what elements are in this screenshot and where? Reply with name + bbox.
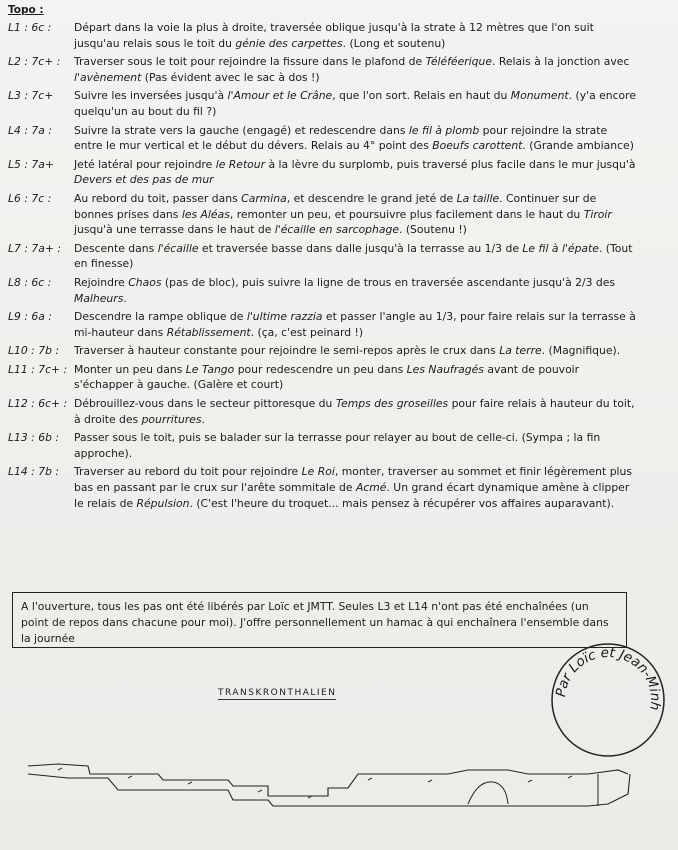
- wall-base-line: [28, 774, 630, 806]
- pitch-description: Départ dans la voie la plus à droite, traversée oblique jusqu'à la strate à 12 mètres que l'on suit jusqu'au relais sous le toit du génie des carpettes. (Long et soutenu): [74, 21, 594, 50]
- pitch-description: Suivre les inversées jusqu'à l'Amour et le Crâne, que l'on sort. Relais en haut du Monument. (y'a encore quelqu'un au bout du fil ?): [74, 89, 636, 118]
- pitch-row: [8, 191, 638, 238]
- pitch-label: L13 : 6b :: [8, 431, 60, 445]
- pitch-row: [8, 275, 638, 306]
- first-ascent-note: A l'ouverture, tous les pas ont été libérés par Loïc et JMTT. Seules L3 et L14 n'ont pas été enchaînées (un point de repos dans chacune pour moi). J'offre personnellement un hamac à qui enchaînera l'ensemble dans la journée: [12, 592, 627, 648]
- pitch-description: Jeté latéral pour rejoindre le Retour à la lèvre du surplomb, puis traversé plus facile dans le mur jusqu'à Devers et des pas de mur: [74, 157, 636, 187]
- pitch-row: [8, 362, 638, 393]
- route-name-label: TRANSKRONTHALIEN: [218, 688, 337, 698]
- pitch-label: L10 : 7b :: [8, 344, 60, 358]
- wall-top-line: [28, 764, 628, 796]
- pitch-label: L7 : 7a+ :: [8, 241, 61, 255]
- pitch-row: [8, 88, 638, 119]
- pitch-label: L12 : 6c+ :: [8, 397, 68, 411]
- pitch-description: Traverser à hauteur constante pour rejoindre le semi-repos après le crux dans La terre. (Magnifique).: [74, 344, 621, 358]
- pitch-list: [8, 20, 638, 514]
- topo-heading: Topo :: [8, 4, 44, 16]
- pitch-description: Passer sous le toit, puis se balader sur la terrasse pour relayer au bout de celle-ci. (Sympa ; la fin approche).: [74, 431, 601, 460]
- pitch-label: L1 : 6c :: [8, 21, 52, 34]
- pitch-description: Monter un peu dans Le Tango pour redescendre un peu dans Les Naufragés avant de pouvoir s'échapper à gauche. (Galère et court): [74, 362, 580, 392]
- pitch-label: L11 : 7c+ :: [8, 362, 68, 376]
- pitch-row: [8, 20, 638, 51]
- pitch-label: L5 : 7a+: [8, 157, 54, 171]
- relay-marks: [58, 768, 572, 798]
- pitch-description: Suivre la strate vers la gauche (engagé) et redescendre dans le fil à plomb pour rejoindre la strate entre le mur vertical et le début du dévers. Relais au 4° point des Boeufs carottent. (Grande ambiance): [74, 123, 634, 153]
- pitch-description: Au rebord du toit, passer dans Carmina, et descendre le grand jeté de La taille. Continuer sur de bonnes prises dans les Aléas, remonter un peu, et poursuivre plus facilement dans le haut du Tiroir jusqu'à une terrasse dans le haut de l'écaille en sarcophage. (Soutenu !): [74, 191, 612, 237]
- pitch-description: Débrouillez-vous dans le secteur pittoresque du Temps des groseilles pour faire relais à hauteur du toit, à droite des pourritures.: [74, 397, 635, 426]
- boulder-outline: [468, 782, 508, 804]
- pitch-row: [8, 343, 638, 359]
- pitch-label: L14 : 7b :: [8, 465, 60, 479]
- authors-stamp: [548, 640, 668, 760]
- pitch-label: L8 : 6c :: [8, 275, 52, 289]
- pitch-description: Traverser sous le toit pour rejoindre la fissure dans le plafond de Téléféerique. Relais à la jonction avec l'avènement (Pas évident avec le sac à dos !): [74, 55, 630, 84]
- pitch-row: [8, 157, 638, 188]
- pitch-row: [8, 123, 638, 154]
- pitch-row: [8, 241, 638, 272]
- wall-profile-sketch: [28, 752, 648, 818]
- pitch-row: [8, 309, 638, 340]
- pitch-row: [8, 396, 638, 427]
- pitch-row: [8, 464, 638, 511]
- pitch-description: Descente dans l'écaille et traversée basse dans dalle jusqu'à la terrasse au 1/3 de Le fil à l'épate. (Tout en finesse): [74, 241, 633, 271]
- pitch-label: L4 : 7a :: [8, 123, 52, 137]
- pitch-label: L6 : 7c :: [8, 191, 52, 205]
- pitch-description: Traverser au rebord du toit pour rejoindre Le Roi, monter, traverser au sommet et finir légèrement plus bas en passant par le crux sur l'arête sommitale de Acmé. Un grand écart dynamique amène à clipper le relais de Répulsion. (C'est l'heure du troquet... mais pensez à récupérer vos affaires auparavant).: [74, 465, 633, 510]
- stamp-text: Par Loïc et Jean-Minh: [553, 644, 664, 712]
- pitch-label: L3 : 7c+: [8, 89, 54, 103]
- pitch-label: L9 : 6a :: [8, 310, 52, 324]
- pitch-description: Descendre la rampe oblique de l'ultime razzia et passer l'angle au 1/3, pour faire relais sur la terrasse à mi-hauteur dans Rétablissement. (ça, c'est peinard !): [74, 310, 636, 339]
- pitch-row: [8, 54, 638, 85]
- pitch-description: Rejoindre Chaos (pas de bloc), puis suivre la ligne de trous en traversée ascendante jusqu'à 2/3 des Malheurs.: [74, 275, 616, 305]
- pitch-row: [8, 430, 638, 461]
- pitch-label: L2 : 7c+ :: [8, 55, 61, 69]
